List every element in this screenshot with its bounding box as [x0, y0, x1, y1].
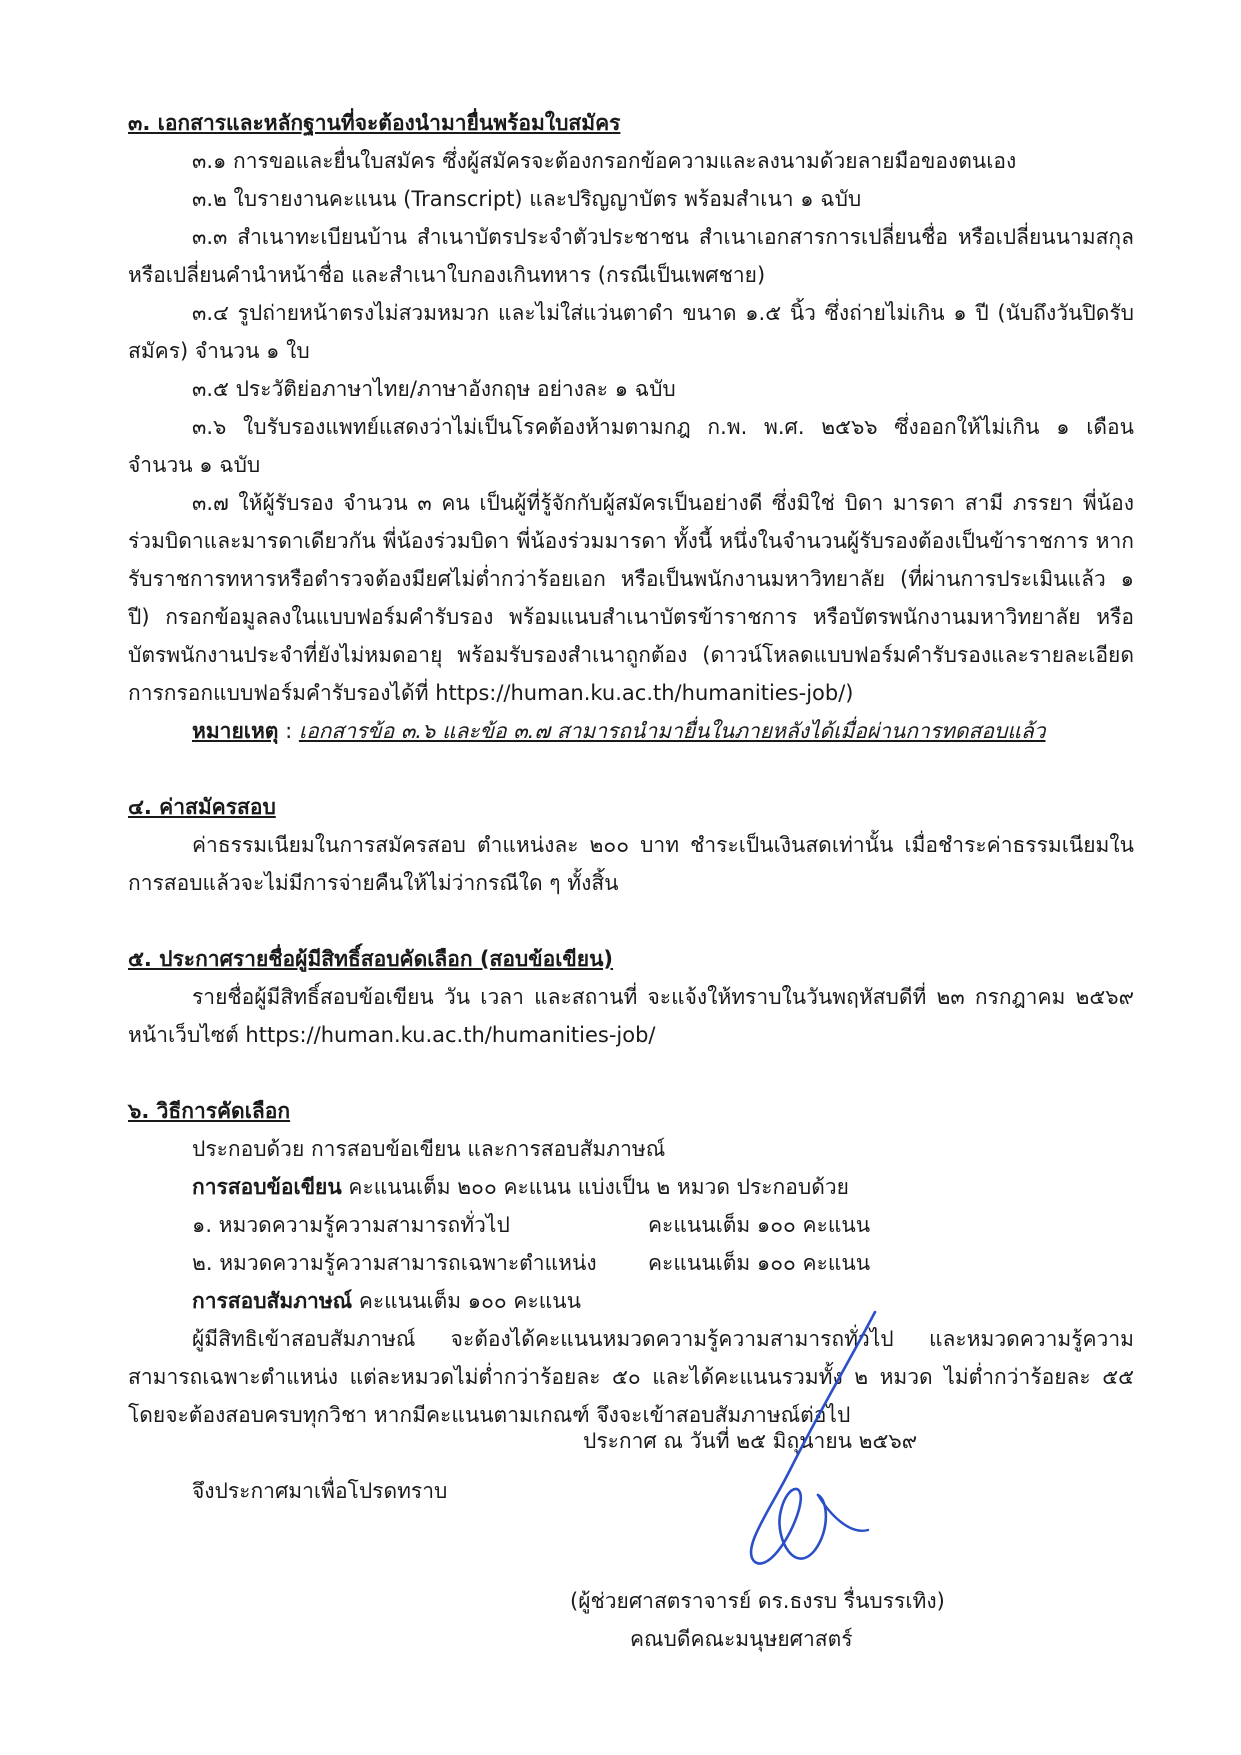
handwritten-signature: [700, 1300, 940, 1600]
item-3-3: ๓.๓ สำเนาทะเบียนบ้าน สำเนาบัตรประจำตัวประชาชน สำเนาเอกสารการเปลี่ยนชื่อ หรือเปลี่ยนนามสกุล หรือเปลี่ยนคำนำหน้าชื่อ และสำเนาใบกองเกินทหาร (กรณีเป็นเพศชาย): [128, 225, 1134, 287]
interview-criteria: ผู้มีสิทธิเข้าสอบสัมภาษณ์ จะต้องได้คะแนนหมวดความรู้ความสามารถทั่วไป และหมวดความรู้ความสามารถเฉพาะตำแหน่ง แต่ละหมวดไม่ต่ำกว่าร้อยละ ๕๐ และได้คะแนนรวมทั้ง ๒ หมวด ไม่ต่ำกว่าร้อยละ ๕๕ โดยจะต้องสอบครบทุกวิชา หากมีคะแนนตามเกณฑ์ จึงจะเข้าสอบสัมภาษณ์ต่อไป: [128, 1327, 1134, 1427]
item-3-7: ๓.๗ ให้ผู้รับรอง จำนวน ๓ คน เป็นผู้ที่รู้จักกับผู้สมัครเป็นอย่างดี ซึ่งมิใช่ บิดา มารดา สามี ภรรยา พี่น้องร่วมบิดาและมารดาเดียวกัน พี่น้องร่วมบิดา พี่น้องร่วมมารดา ทั้งนี้ หนึ่งในจำนวนผู้รับรองต้องเป็นข้าราชการ หากรับราชการทหารหรือตำรวจต้องมียศไม่ต่ำกว่าร้อยเอก หรือเป็นพนักงานมหาวิทยาลัย (ที่ผ่านการประเมินแล้ว ๑ ปี) กรอกข้อมูลลงในแบบฟอร์มคำรับรอง พร้อมแนบสำเนาบัตรข้าราชการ หรือบัตรพนักงานมหาวิทยาลัย หรือบัตรพนักงานประจำที่ยังไม่หมดอายุ พร้อมรับรองสำเนาถูกต้อง (ดาวน์โหลดแบบฟอร์มคำรับรองและรายละเอียดการกรอกแบบฟอร์มคำรับรองได้ที่ https://human.ku.ac.th/humanities-job/): [128, 491, 1134, 705]
category-name: ๑. หมวดความรู้ความสามารถทั่วไป: [192, 1213, 510, 1237]
category-row: [128, 1244, 1134, 1282]
signer-name: (ผู้ช่วยศาสตราจารย์ ดร.ธงรบ รื่นบรรเทิง): [570, 1589, 945, 1613]
section-5-title: ๕. ประกาศรายชื่อผู้มีสิทธิ์สอบคัดเลือก (สอบข้อเขียน): [128, 947, 614, 971]
item-3-6: ๓.๖ ใบรับรองแพทย์แสดงว่าไม่เป็นโรคต้องห้ามตามกฎ ก.พ. พ.ศ. ๒๕๖๖ ซึ่งออกให้ไม่เกิน ๑ เดือน จำนวน ๑ ฉบับ: [128, 415, 1134, 477]
item-3-4: ๓.๔ รูปถ่ายหน้าตรงไม่สวมหมวก และไม่ใส่แว่นตาดำ ขนาด ๑.๕ นิ้ว ซึ่งถ่ายไม่เกิน ๑ ปี (นับถึงวันปิดรับสมัคร) จำนวน ๑ ใบ: [128, 301, 1134, 363]
interview-text: คะแนนเต็ม ๑๐๐ คะแนน: [352, 1289, 581, 1313]
announcement-date: ประกาศ ณ วันที่ ๒๕ มิถุนายน ๒๕๖๙: [583, 1429, 918, 1453]
category-name: ๒. หมวดความรู้ความสามารถเฉพาะตำแหน่ง: [192, 1251, 597, 1275]
section-5-body: รายชื่อผู้มีสิทธิ์สอบข้อเขียน วัน เวลา และสถานที่ จะแจ้งให้ทราบในวันพฤหัสบดีที่ ๒๓ กรกฎาคม ๒๕๖๙ หน้าเว็บไซต์ https://human.ku.ac.th/humanities-job/: [128, 985, 1134, 1047]
section-3-title: ๓. เอกสารและหลักฐานที่จะต้องนำมายื่นพร้อมใบสมัคร: [128, 111, 621, 135]
note-label: หมายเหตุ: [192, 719, 279, 743]
written-exam-label: การสอบข้อเขียน: [192, 1175, 342, 1199]
written-exam-text: คะแนนเต็ม ๒๐๐ คะแนน แบ่งเป็น ๒ หมวด ประกอบด้วย: [341, 1175, 849, 1199]
signer-title: คณบดีคณะมนุษยศาสตร์: [630, 1627, 853, 1651]
section-4-body: ค่าธรรมเนียมในการสมัครสอบ ตำแหน่งละ ๒๐๐ บาท ชำระเป็นเงินสดเท่านั้น เมื่อชำระค่าธรรมเนียมในการสอบแล้วจะไม่มีการจ่ายคืนให้ไม่ว่ากรณีใด ๆ ทั้งสิ้น: [128, 833, 1134, 895]
category-score: คะแนนเต็ม ๑๐๐ คะแนน: [648, 1213, 871, 1237]
item-3-2: ๓.๒ ใบรายงานคะแนน (Transcript) และปริญญาบัตร พร้อมสำเนา ๑ ฉบับ: [192, 187, 862, 211]
section-4-title: ๔. ค่าสมัครสอบ: [128, 795, 276, 819]
selection-intro: ประกอบด้วย การสอบข้อเขียน และการสอบสัมภาษณ์: [192, 1137, 666, 1161]
note-separator: :: [278, 719, 299, 743]
section-6-title: ๖. วิธีการคัดเลือก: [128, 1099, 291, 1123]
interview-label: การสอบสัมภาษณ์: [192, 1289, 353, 1313]
document-body: [128, 104, 1134, 1510]
item-3-1: ๓.๑ การขอและยื่นใบสมัคร ซึ่งผู้สมัครจะต้องกรอกข้อความและลงนามด้วยลายมือของตนเอง: [192, 149, 1017, 173]
item-3-5: ๓.๕ ประวัติย่อภาษาไทย/ภาษาอังกฤษ อย่างละ ๑ ฉบับ: [192, 377, 676, 401]
note: [128, 712, 1134, 750]
written-exam-line: [128, 1168, 1134, 1206]
note-text: เอกสารข้อ ๓.๖ และข้อ ๓.๗ สามารถนำมายื่นในภายหลังได้เมื่อผ่านการทดสอบแล้ว: [298, 719, 1046, 743]
category-row: [128, 1206, 1134, 1244]
category-score: คะแนนเต็ม ๑๐๐ คะแนน: [648, 1251, 871, 1275]
interview-line: [128, 1282, 1134, 1320]
closing-announcement: จึงประกาศมาเพื่อโปรดทราบ: [192, 1479, 448, 1503]
